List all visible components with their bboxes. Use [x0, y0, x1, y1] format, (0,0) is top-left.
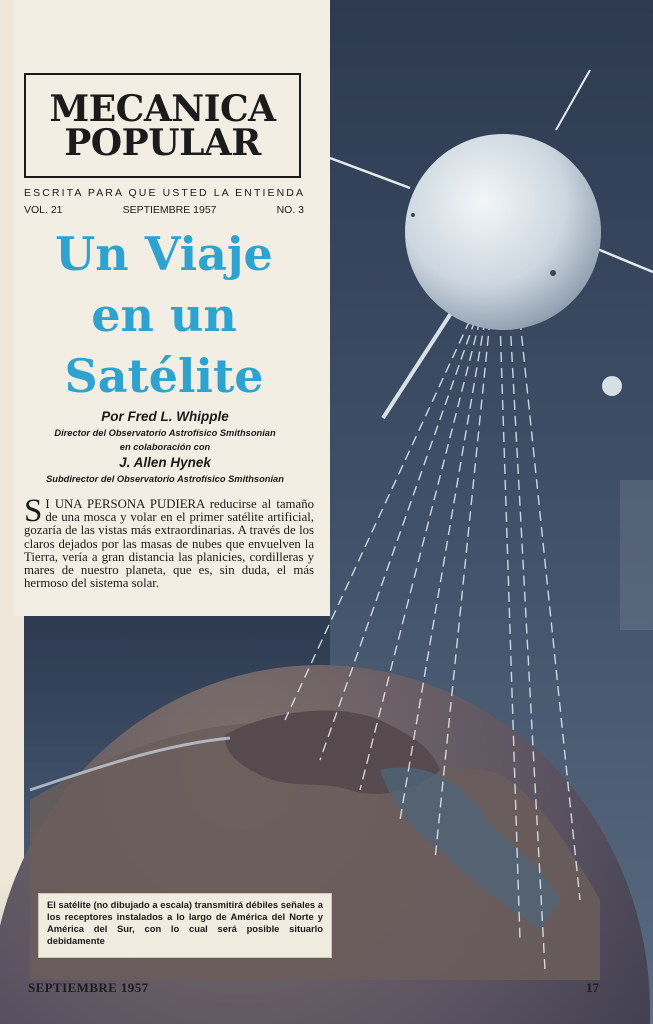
headline-line1: Un Viaje — [55, 227, 273, 281]
intro-paragraph — [24, 493, 314, 591]
masthead-line2: POPULAR — [64, 121, 261, 164]
masthead-line1: MECANICA — [49, 87, 276, 130]
author-primary-role: Director del Observatorio Astrofísico Smithsonian — [54, 428, 276, 438]
headline-line2: en un — [91, 288, 237, 342]
illustration-caption: El satélite (no dibujado a escala) transmitirá débiles señales a los receptores instalados a lo largo de América del Norte y América del Sur, con lo cual será posible situarlo debidamente — [38, 893, 332, 958]
magazine-masthead — [24, 73, 301, 178]
credits-connector: en colaboración con — [119, 442, 211, 452]
page-number: 17 — [586, 980, 599, 995]
volume-label: VOL. 21 — [24, 204, 63, 216]
intro-body: reducirse al tamaño de una mosca y volar en el primer satélite artificial, gozaría de las vistas más extraordinarias. A través de los claros dejados por las masas de nubes que envuelven la Tierra, vería a gran distancia las planicies, cordilleras y mares de nuestro planeta, que es, sin duda, el más hermoso del sistema solar. — [24, 497, 314, 591]
headline-line3: Satélite — [64, 349, 264, 403]
article-headline — [24, 224, 304, 407]
tagline: ESCRITA PARA QUE USTED LA ENTIENDA — [24, 187, 306, 199]
issue-number: NO. 3 — [276, 204, 304, 216]
author-secondary-role: Subdirector del Observatorio Astrofísico Smithsonian — [46, 474, 284, 484]
satellite-sphere — [405, 134, 601, 330]
author-secondary: J. Allen Hynek — [119, 455, 211, 470]
intro-lead: I UNA PERSONA PUDIERA — [45, 497, 205, 511]
issue-date: SEPTIEMBRE 1957 — [122, 204, 217, 216]
article-credits — [24, 408, 306, 486]
issue-line — [24, 204, 304, 216]
footer-date: SEPTIEMBRE 1957 — [28, 980, 149, 995]
drop-cap: S — [24, 493, 43, 529]
author-primary: Por Fred L. Whipple — [101, 409, 229, 424]
